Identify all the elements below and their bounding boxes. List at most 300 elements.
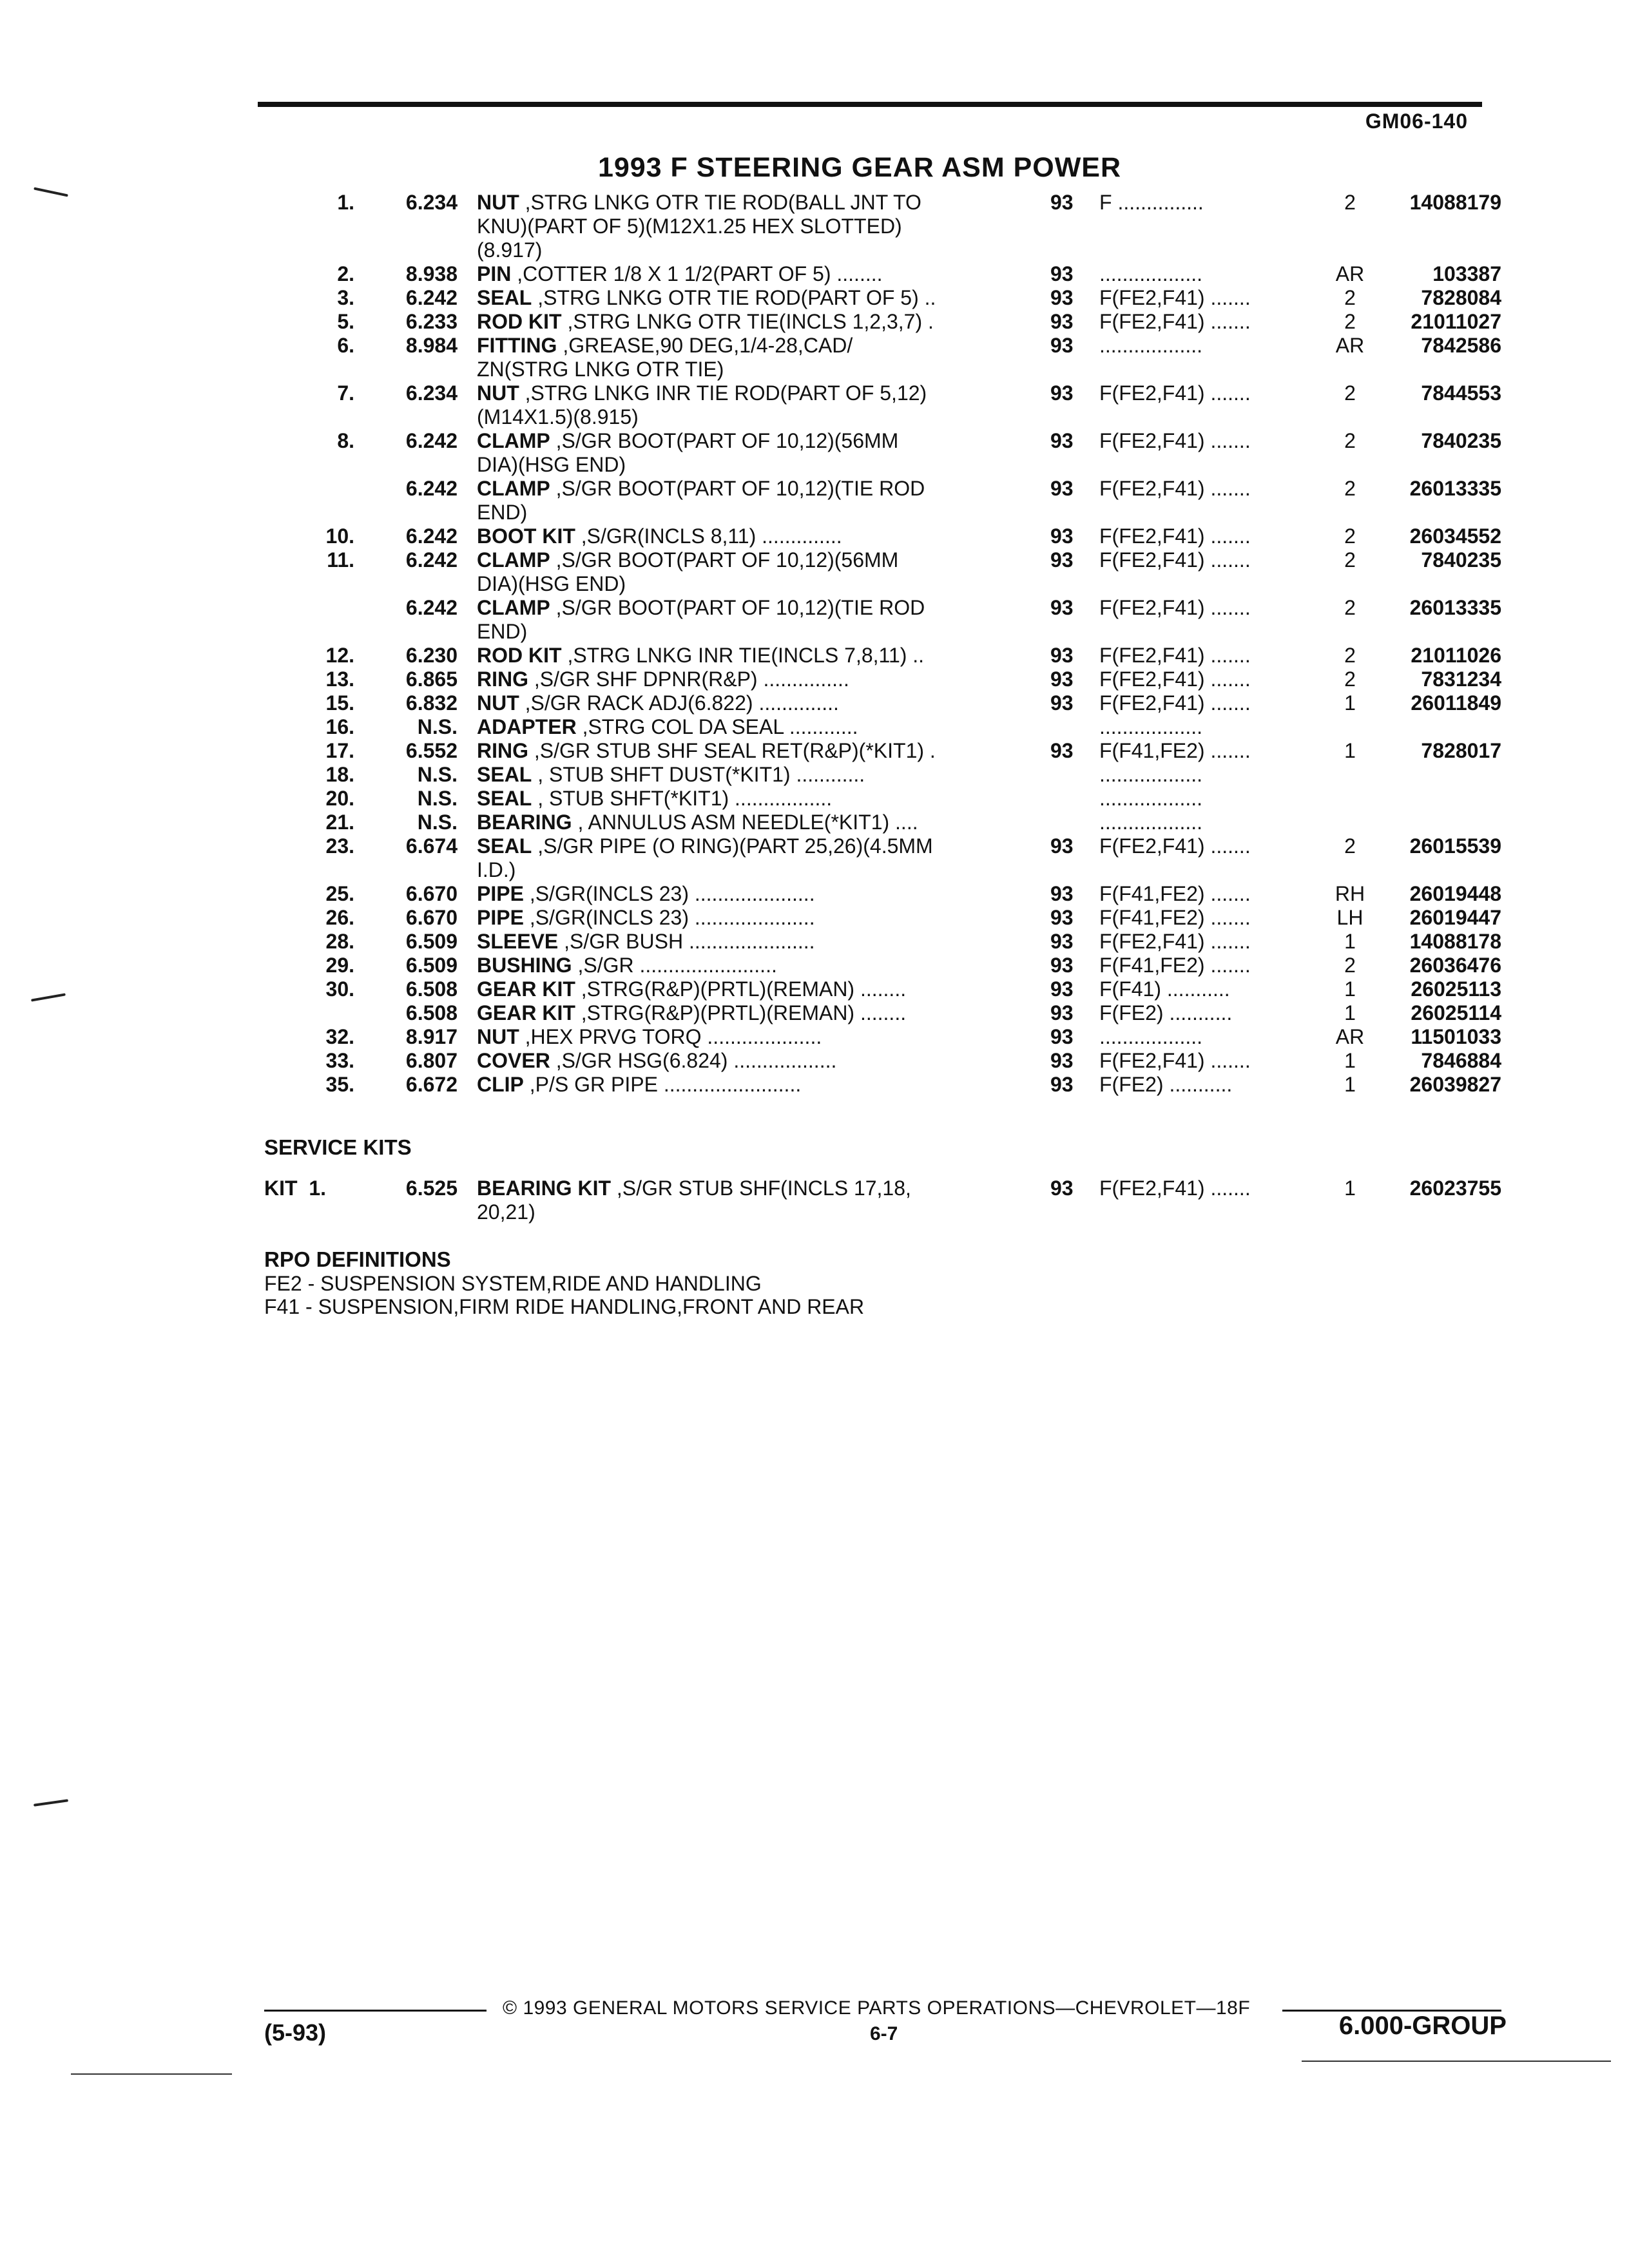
part-description [477,1073,1005,1097]
part-description-text: ,S/GR BOOT(PART OF 10,12)(TIE ROD END) [477,596,925,643]
part-description [477,262,1005,286]
kit-group-number: 6.525 [405,1177,458,1200]
group-number: 6.509 [405,954,458,977]
group-number: 6.230 [405,644,458,667]
item-number: 23. [325,834,354,858]
model-applicability: F ............... [1099,191,1204,214]
group-number: 6.670 [405,882,458,905]
part-name: ROD KIT [477,644,562,667]
item-number: 12. [325,644,354,667]
part-number: 7846884 [1421,1049,1501,1072]
part-description-text: ,STRG LNKG INR TIE(INCLS 7,8,11) .. [561,644,925,667]
part-number: 26015539 [1409,834,1501,858]
item-number: 3. [337,286,354,309]
item-number: 35. [325,1073,354,1096]
group-number: 6.672 [405,1073,458,1096]
item-number: 8. [337,429,354,452]
model-year: 93 [1050,954,1074,977]
part-name: BEARING [477,811,572,834]
part-row [0,262,1629,286]
quantity: 2 [1344,954,1356,977]
model-applicability: F(FE2,F41) ....... [1099,429,1251,452]
model-year: 93 [1050,286,1074,309]
part-row [0,644,1629,668]
model-year: 93 [1050,739,1074,762]
part-row [0,787,1629,811]
part-description-text: ,COTTER 1/8 X 1 1/2(PART OF 5) ........ [511,262,883,285]
part-description-text: ,HEX PRVG TORQ .................... [519,1025,822,1048]
part-row [0,596,1629,644]
group-number: 6.509 [405,930,458,953]
item-number: 26. [325,906,354,929]
service-kit-row [0,1177,1629,1228]
model-year: 93 [1050,334,1074,357]
part-row [0,906,1629,930]
group-number: 6.242 [405,596,458,619]
quantity: 1 [1344,1073,1356,1096]
part-description-text: ,STRG(R&P)(PRTL)(REMAN) ........ [575,1001,907,1024]
model-applicability: F(FE2,F41) ....... [1099,477,1251,500]
quantity: 2 [1344,668,1356,691]
model-applicability: F(FE2) ........... [1099,1001,1233,1024]
group-number: 6.865 [405,668,458,691]
part-description [477,596,1005,644]
part-description [477,811,1005,834]
part-name: NUT [477,191,519,214]
part-description-text: ,S/GR BOOT(PART OF 10,12)(56MM DIA)(HSG END) [477,429,899,476]
part-row [0,429,1629,477]
quantity: 2 [1344,596,1356,619]
part-name: CLAMP [477,477,550,500]
part-name: ADAPTER [477,715,577,738]
quantity: 2 [1344,644,1356,667]
item-number: 16. [325,715,354,738]
page-title-text: 1993 F STEERING GEAR ASM POWER [597,152,1122,183]
item-number: 21. [325,811,354,834]
part-name: RING [477,739,528,762]
model-year: 93 [1050,429,1074,452]
part-name: NUT [477,1025,519,1048]
group-number: 6.508 [405,1001,458,1024]
quantity: 1 [1344,977,1356,1001]
kit-description-text: ,S/GR STUB SHF(INCLS 17,18, 20,21) [477,1177,911,1224]
part-name: NUT [477,381,519,405]
part-description-text: ,S/GR SHF DPNR(R&P) ............... [528,668,849,691]
group-number: 6.832 [405,691,458,715]
item-number: 11. [327,548,354,572]
model-year: 93 [1050,191,1074,214]
part-name: GEAR KIT [477,977,575,1001]
part-row [0,715,1629,739]
item-number: 1. [337,191,354,214]
part-number: 7844553 [1421,381,1501,405]
model-year: 93 [1050,882,1074,905]
group-number: N.S. [417,715,458,738]
part-name: COVER [477,1049,550,1072]
part-row [0,811,1629,834]
model-applicability: .................. [1099,811,1203,834]
part-number: 26034552 [1409,524,1501,548]
model-applicability: F(FE2,F41) ....... [1099,548,1251,572]
part-number: 7840235 [1421,429,1501,452]
group-number: 6.674 [405,834,458,858]
quantity: AR [1335,334,1365,357]
item-number: 5. [337,310,354,333]
part-description-text: ,S/GR BOOT(PART OF 10,12)(56MM DIA)(HSG END) [477,548,899,595]
part-description-text: ,STRG LNKG OTR TIE ROD(BALL JNT TO KNU)(PART OF 5)(M12X1.25 HEX SLOTTED) (8.917) [477,191,921,262]
part-name: SLEEVE [477,930,559,953]
part-number: 21011027 [1411,310,1501,333]
quantity: 2 [1344,548,1356,572]
model-applicability: .................. [1099,1025,1203,1048]
part-row [0,930,1629,954]
model-year: 93 [1050,1049,1074,1072]
quantity: 2 [1344,191,1356,214]
model-applicability: F(FE2,F41) ....... [1099,381,1251,405]
part-number: 11501033 [1411,1025,1501,1048]
part-description-text: ,S/GR RACK ADJ(6.822) .............. [519,691,839,715]
group-number: N.S. [417,763,458,786]
group-number: 6.234 [405,191,458,214]
part-row [0,1049,1629,1073]
model-year: 93 [1050,310,1074,333]
group-number: 6.670 [405,906,458,929]
margin-hole-mark [34,1799,68,1806]
model-applicability: .................. [1099,262,1203,285]
quantity: 1 [1344,691,1356,715]
part-description-text: , STUB SHFT(*KIT1) ................. [532,787,833,810]
group-number: 6.242 [405,524,458,548]
part-name: SEAL [477,834,532,858]
part-number: 7840235 [1421,548,1501,572]
part-row [0,286,1629,310]
item-number: 25. [325,882,354,905]
item-number: 28. [325,930,354,953]
model-year: 93 [1050,834,1074,858]
rpo-definition-fe2: FE2 - SUSPENSION SYSTEM,RIDE AND HANDLING [264,1272,762,1295]
model-year: 93 [1050,262,1074,285]
part-number: 26025114 [1411,1001,1501,1024]
service-kits-heading: SERVICE KITS [264,1135,412,1159]
kit-part-number: 26023755 [1409,1177,1501,1200]
item-number: 10. [325,524,354,548]
part-name: RING [477,668,528,691]
part-description-text: ,STRG COL DA SEAL ............ [576,715,858,738]
rpo-definition-f41: F41 - SUSPENSION,FIRM RIDE HANDLING,FRONT AND REAR [264,1295,865,1318]
quantity: AR [1335,1025,1365,1048]
part-description [477,763,1005,787]
part-row [0,691,1629,715]
part-number: 26019448 [1409,882,1501,905]
item-number: 30. [325,977,354,1001]
model-year: 93 [1050,524,1074,548]
kit-model: F(FE2,F41) ....... [1099,1177,1251,1200]
kit-part-name: BEARING KIT [477,1177,611,1200]
scan-line [1302,2061,1611,2062]
part-row [0,1001,1629,1025]
model-year: 93 [1050,668,1074,691]
part-description-text: , STUB SHFT DUST(*KIT1) ............ [532,763,865,786]
item-number: 2. [337,262,354,285]
copyright-notice: © 1993 GENERAL MOTORS SERVICE PARTS OPERATIONS—CHEVROLET—18F [503,1997,1251,2019]
item-number: 18. [325,763,354,786]
model-applicability: F(FE2,F41) ....... [1099,596,1251,619]
group-number: 6.508 [405,977,458,1001]
item-number: 17. [325,739,354,762]
model-year: 93 [1050,596,1074,619]
part-description [477,977,1005,1001]
part-name: PIN [477,262,512,285]
part-description [477,715,1005,739]
part-description-text: ,STRG(R&P)(PRTL)(REMAN) ........ [575,977,907,1001]
part-description-text: ,STRG LNKG OTR TIE(INCLS 1,2,3,7) . [561,310,934,333]
item-number: 33. [325,1049,354,1072]
part-number: 26013335 [1409,596,1501,619]
group-number: 6.242 [405,477,458,500]
part-description [477,882,1005,906]
part-row [0,763,1629,787]
group-number: 6.807 [405,1049,458,1072]
part-number: 26013335 [1409,477,1501,500]
quantity: 2 [1344,310,1356,333]
model-applicability: .................. [1099,787,1203,810]
group-number: N.S. [417,811,458,834]
group-number: 6.242 [405,286,458,309]
part-number: 7828017 [1421,739,1501,762]
model-year: 93 [1050,1025,1074,1048]
item-number: 13. [325,668,354,691]
part-description-text: ,S/GR BOOT(PART OF 10,12)(TIE ROD END) [477,477,925,524]
model-year: 93 [1050,930,1074,953]
part-description [477,954,1005,977]
part-number: 26019447 [1409,906,1501,929]
group-number: 6.233 [405,310,458,333]
part-number: 7842586 [1421,334,1501,357]
part-number: 26025113 [1411,977,1501,1001]
part-row [0,381,1629,429]
part-name: CLAMP [477,596,550,619]
part-row [0,977,1629,1001]
kit-label: KIT 1. [264,1177,327,1200]
group-number: 6.242 [405,548,458,572]
kit-description [477,1177,1005,1224]
part-description-text: ,S/GR PIPE (O RING)(PART 25,26)(4.5MM I.D.) [477,834,933,881]
part-description [477,524,1005,548]
part-description-text: , ANNULUS ASM NEEDLE(*KIT1) .... [572,811,918,834]
part-description [477,668,1005,691]
part-description [477,286,1005,310]
quantity: 1 [1344,739,1356,762]
rpo-definitions-heading: RPO DEFINITIONS [264,1247,451,1271]
quantity: 2 [1344,524,1356,548]
model-applicability: F(F41,FE2) ....... [1099,739,1251,762]
part-row [0,477,1629,524]
quantity: RH [1335,882,1365,905]
part-description [477,310,1005,334]
part-row [0,191,1629,262]
part-description [477,787,1005,811]
part-description-text: ,STRG LNKG INR TIE ROD(PART OF 5,12) (M14X1.5)(8.915) [477,381,927,428]
page-number: 6-7 [870,2023,898,2044]
part-description [477,1001,1005,1025]
part-description [477,381,1005,429]
model-year: 93 [1050,644,1074,667]
group-number: 8.984 [405,334,458,357]
part-row [0,668,1629,691]
quantity: 1 [1344,1001,1356,1024]
part-number: 103387 [1432,262,1501,285]
model-applicability: F(FE2,F41) ....... [1099,834,1251,858]
item-number: 29. [325,954,354,977]
model-applicability: F(FE2,F41) ....... [1099,286,1251,309]
part-description-text: ,S/GR(INCLS 23) ..................... [523,882,815,905]
quantity: 2 [1344,834,1356,858]
model-applicability: F(F41,FE2) ....... [1099,954,1251,977]
part-row [0,524,1629,548]
quantity: LH [1336,906,1364,929]
part-description [477,191,1005,262]
part-description-text: ,STRG LNKG OTR TIE ROD(PART OF 5) .. [532,286,936,309]
footer-rule-left [264,2010,487,2012]
model-applicability: F(F41) ........... [1099,977,1230,1001]
part-description-text: ,GREASE,90 DEG,1/4-28,CAD/ ZN(STRG LNKG OTR TIE) [477,334,853,381]
part-description [477,1049,1005,1073]
document-code: GM06-140 [1365,110,1468,133]
kit-year: 93 [1050,1177,1074,1200]
quantity: AR [1335,262,1365,285]
part-row [0,548,1629,596]
item-number: 20. [325,787,354,810]
part-row [0,1025,1629,1049]
top-rule [258,102,1482,107]
part-name: SEAL [477,787,532,810]
part-description-text: ,P/S GR PIPE ........................ [523,1073,802,1096]
part-number: 26036476 [1409,954,1501,977]
model-year: 93 [1050,977,1074,1001]
part-row [0,954,1629,977]
part-description [477,834,1005,882]
part-row [0,882,1629,906]
part-description [477,906,1005,930]
part-name: SEAL [477,286,532,309]
group-number: 6.552 [405,739,458,762]
model-applicability: F(F41,FE2) ....... [1099,906,1251,929]
part-description [477,1025,1005,1049]
part-description-text: ,S/GR STUB SHF SEAL RET(R&P)(*KIT1) . [528,739,936,762]
part-description-text: ,S/GR(INCLS 8,11) .............. [575,524,842,548]
scan-line [71,2073,232,2075]
part-number: 14088178 [1409,930,1501,953]
part-name: CLAMP [477,548,550,572]
group-number: 6.242 [405,429,458,452]
model-applicability: F(FE2,F41) ....... [1099,691,1251,715]
model-applicability: .................. [1099,763,1203,786]
part-number: 26011849 [1411,691,1501,715]
item-number: 32. [325,1025,354,1048]
part-row [0,739,1629,763]
model-applicability: F(FE2,F41) ....... [1099,644,1251,667]
model-applicability: F(FE2,F41) ....... [1099,1049,1251,1072]
part-name: PIPE [477,906,524,929]
part-name: NUT [477,691,519,715]
part-name: GEAR KIT [477,1001,575,1024]
group-label: 6.000-GROUP [1338,2012,1507,2040]
model-applicability: F(FE2) ........... [1099,1073,1233,1096]
part-row [0,834,1629,882]
part-description-text: ,S/GR HSG(6.824) .................. [550,1049,837,1072]
part-row [0,1073,1629,1097]
item-number: 15. [325,691,354,715]
model-applicability: F(FE2,F41) ....... [1099,930,1251,953]
part-row [0,310,1629,334]
quantity: 2 [1344,381,1356,405]
part-name: SEAL [477,763,532,786]
part-description [477,930,1005,954]
group-number: 8.938 [405,262,458,285]
item-number: 6. [337,334,354,357]
model-applicability: .................. [1099,334,1203,357]
group-number: N.S. [417,787,458,810]
model-applicability: F(FE2,F41) ....... [1099,524,1251,548]
model-applicability: F(F41,FE2) ....... [1099,882,1251,905]
parts-list [0,191,1629,1097]
part-description-text: ,S/GR BUSH ...................... [558,930,815,953]
quantity: 2 [1344,286,1356,309]
quantity: 2 [1344,477,1356,500]
part-name: BOOT KIT [477,524,575,548]
quantity: 1 [1344,930,1356,953]
model-year: 93 [1050,1073,1074,1096]
model-applicability: F(FE2,F41) ....... [1099,668,1251,691]
part-number: 7831234 [1421,668,1501,691]
part-description [477,691,1005,715]
part-description-text: ,S/GR ........................ [572,954,777,977]
part-number: 26039827 [1409,1073,1501,1096]
part-number: 21011026 [1411,644,1501,667]
part-name: CLIP [477,1073,524,1096]
part-description [477,548,1005,596]
part-name: PIPE [477,882,524,905]
part-number: 14088179 [1409,191,1501,214]
model-applicability: .................. [1099,715,1203,738]
part-description-text: ,S/GR(INCLS 23) ..................... [523,906,815,929]
group-number: 8.917 [405,1025,458,1048]
quantity: 1 [1344,1049,1356,1072]
model-year: 93 [1050,548,1074,572]
revision-date: (5-93) [264,2019,327,2046]
model-applicability: F(FE2,F41) ....... [1099,310,1251,333]
part-description [477,644,1005,668]
part-number: 7828084 [1421,286,1501,309]
model-year: 93 [1050,381,1074,405]
part-name: ROD KIT [477,310,562,333]
part-description [477,429,1005,477]
part-name: BUSHING [477,954,572,977]
quantity: 2 [1344,429,1356,452]
part-name: FITTING [477,334,557,357]
model-year: 93 [1050,906,1074,929]
kit-quantity: 1 [1344,1177,1356,1200]
part-description [477,739,1005,763]
item-number: 7. [337,381,354,405]
part-name: CLAMP [477,429,550,452]
group-number: 6.234 [405,381,458,405]
model-year: 93 [1050,477,1074,500]
model-year: 93 [1050,691,1074,715]
part-row [0,334,1629,381]
model-year: 93 [1050,1001,1074,1024]
part-description [477,334,1005,381]
